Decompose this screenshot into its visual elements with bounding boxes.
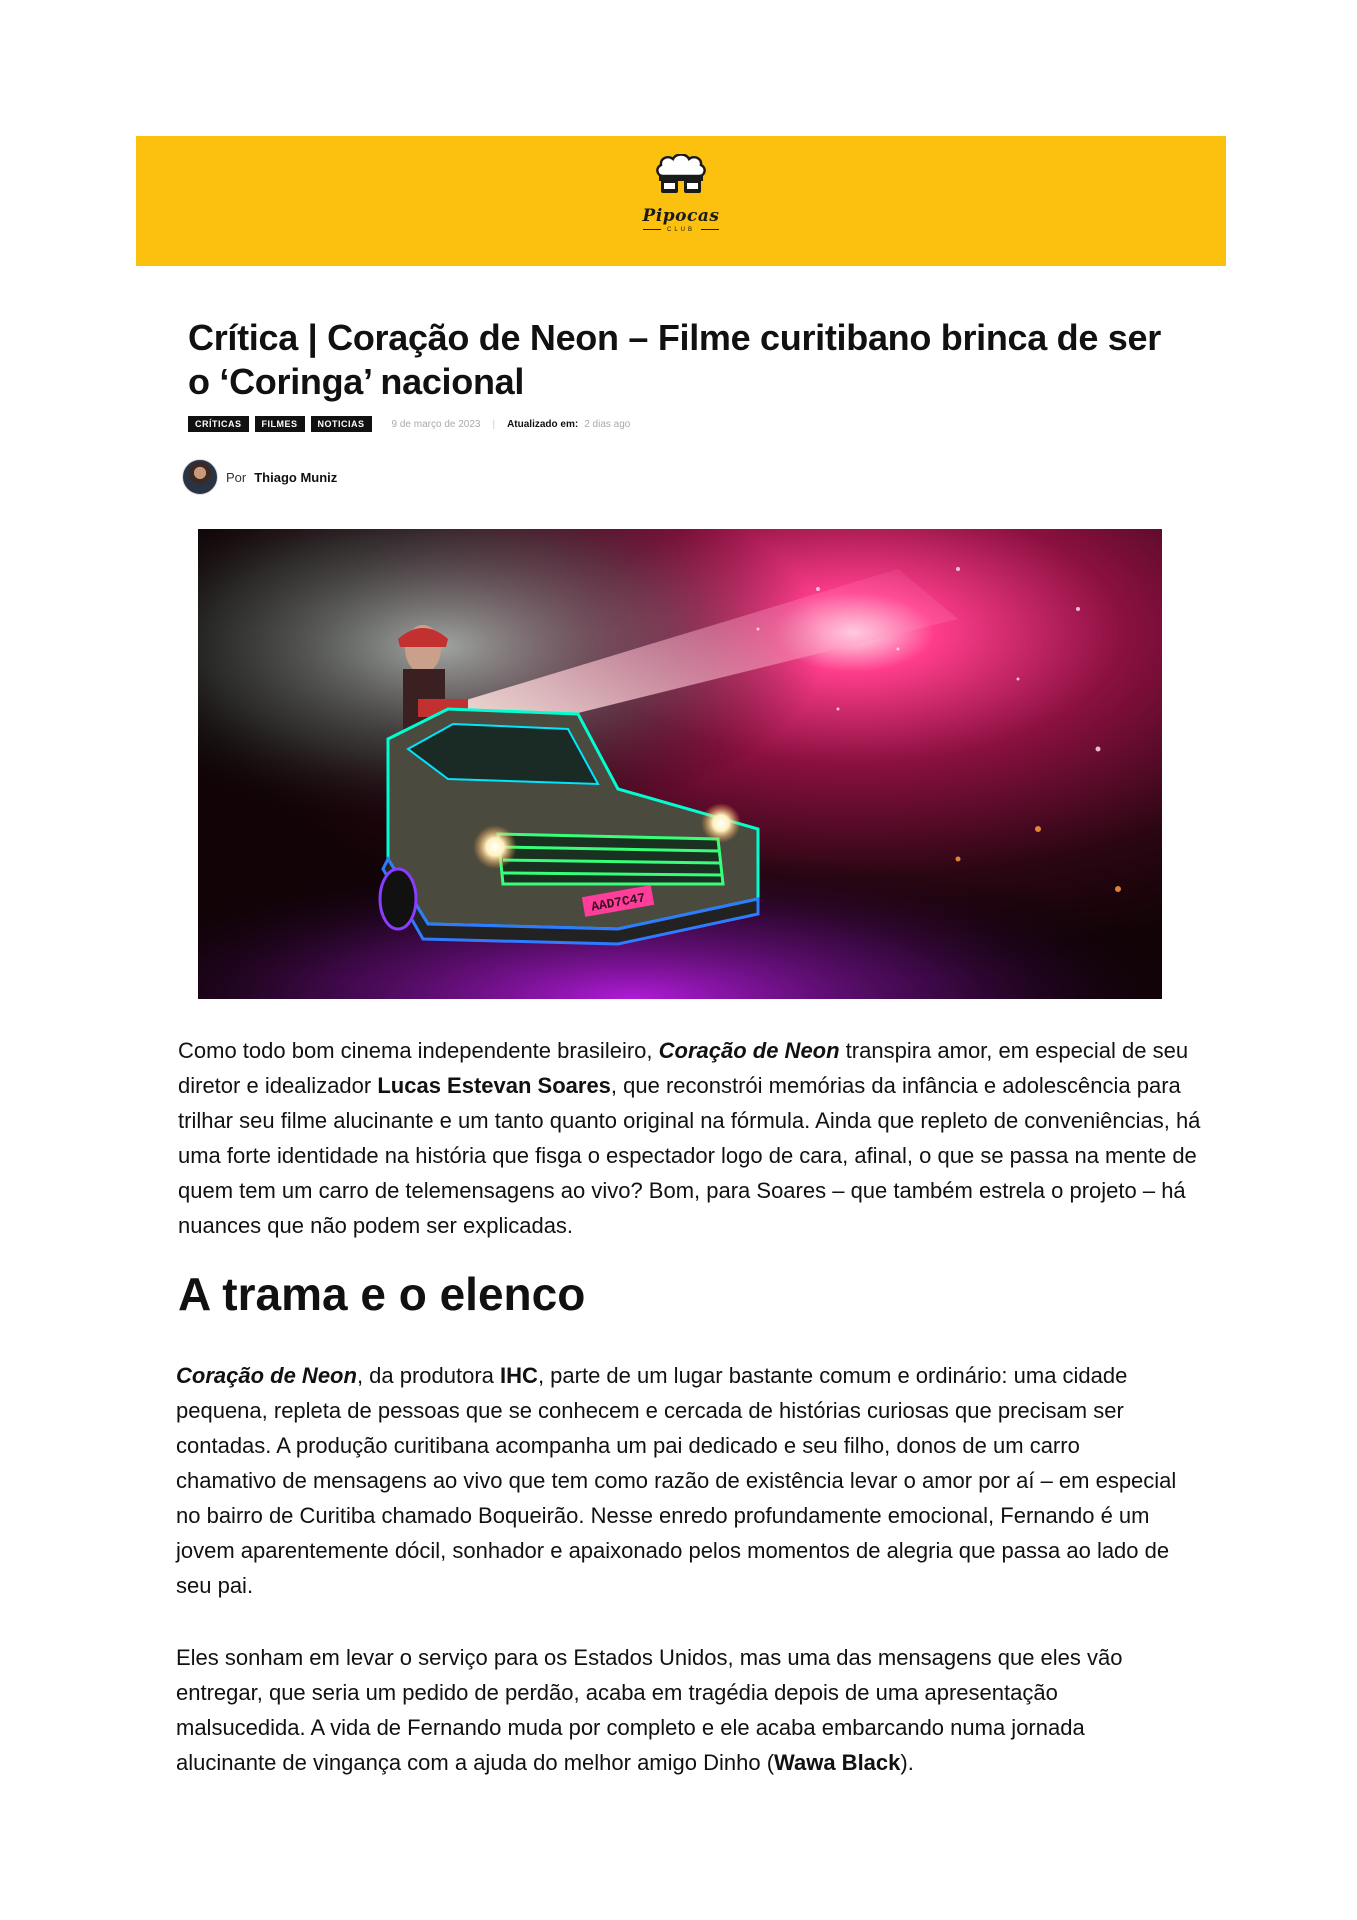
text-run: , parte de um lugar bastante comum e ordinário: uma cidade pequena, repleta de pessoas que se conhecem e cercada de histórias curiosas que precisam ser contadas. A produção curitibana acompanha um pai dedicado e seu filho, donos de um carro chamativo de mensagens ao vivo que tem como razão de existência levar o amor por aí – em especial no bairro de Curitiba chamado Boqueirão. Nesse enredo profundamente emocional, Fernando é um jovem aparentemente dócil, sonhador e apaixonado pelos momentos de alegria que passa ao lado de seu pai.: [176, 1363, 1177, 1598]
author-avatar[interactable]: [182, 459, 218, 495]
license-plate-text: AAD7C47: [590, 890, 647, 915]
updated-label: Atualizado em:: [507, 418, 579, 430]
hero-image: [198, 529, 1162, 999]
author-name-link[interactable]: Thiago Muniz: [254, 469, 338, 485]
meta-divider: |: [492, 418, 496, 430]
logo-subtitle: CLUB: [621, 227, 741, 233]
neon-car-photo: [198, 529, 1162, 999]
director-name: Lucas Estevan Soares: [377, 1073, 611, 1098]
section-heading: A trama e o elenco: [178, 1268, 586, 1320]
publish-date: 9 de março de 2023: [391, 418, 481, 430]
producer-name: IHC: [500, 1363, 538, 1388]
popcorn-glasses-icon: [649, 154, 713, 204]
text-run: , da produtora: [356, 1363, 501, 1388]
author-byline: [182, 459, 337, 495]
article-title: Crítica | Coração de Neon – Filme curitibano brinca de ser o ‘Coringa’ nacional: [188, 317, 1161, 402]
paragraph-plot: [176, 1358, 1186, 1603]
site-logo[interactable]: [621, 154, 741, 254]
text-run: Como todo bom cinema independente brasileiro,: [178, 1038, 659, 1063]
paragraph-intro: [178, 1033, 1208, 1243]
category-tag-criticas[interactable]: CRÍTICAS: [188, 416, 249, 432]
film-title-emphasis: Coração de Neon: [658, 1038, 840, 1063]
updated-value: 2 dias ago: [584, 418, 631, 430]
text-run: ).: [900, 1750, 914, 1775]
film-title-emphasis: Coração de Neon: [176, 1363, 357, 1388]
logo-wordmark: Pipocas: [642, 206, 720, 226]
text-run: Eles sonham em levar o serviço para os Estados Unidos, mas uma das mensagens que eles vão entregar, que seria um pedido de perdão, acaba em tragédia depois de uma apresentação malsucedida. A vida de Fernando muda por completo e ele acaba embarcando numa jornada alucinante de vingança com a ajuda do melhor amigo Dinho (: [176, 1645, 1123, 1775]
author-prefix: Por: [226, 469, 247, 485]
paragraph-story: [176, 1640, 1186, 1780]
article-meta: [188, 416, 630, 432]
site-header: [136, 136, 1226, 266]
category-tag-noticias[interactable]: NOTICIAS: [311, 416, 372, 432]
text-run: transpira amor, em especial de seu diretor e idealizador: [178, 1038, 1189, 1098]
text-run: , que reconstrói memórias da infância e adolescência para trilhar seu filme alucinante e um tanto quanto original na fórmula. Ainda que repleto de conveniências, há uma forte identidade na história que fisga o espectador logo de cara, afinal, o que se passa na mente de quem tem um carro de telemensagens ao vivo? Bom, para Soares – que também estrela o projeto – há nuances que não podem ser explicadas.: [178, 1073, 1201, 1238]
actor-name: Wawa Black: [774, 1750, 901, 1775]
category-tag-filmes[interactable]: FILMES: [255, 416, 305, 432]
